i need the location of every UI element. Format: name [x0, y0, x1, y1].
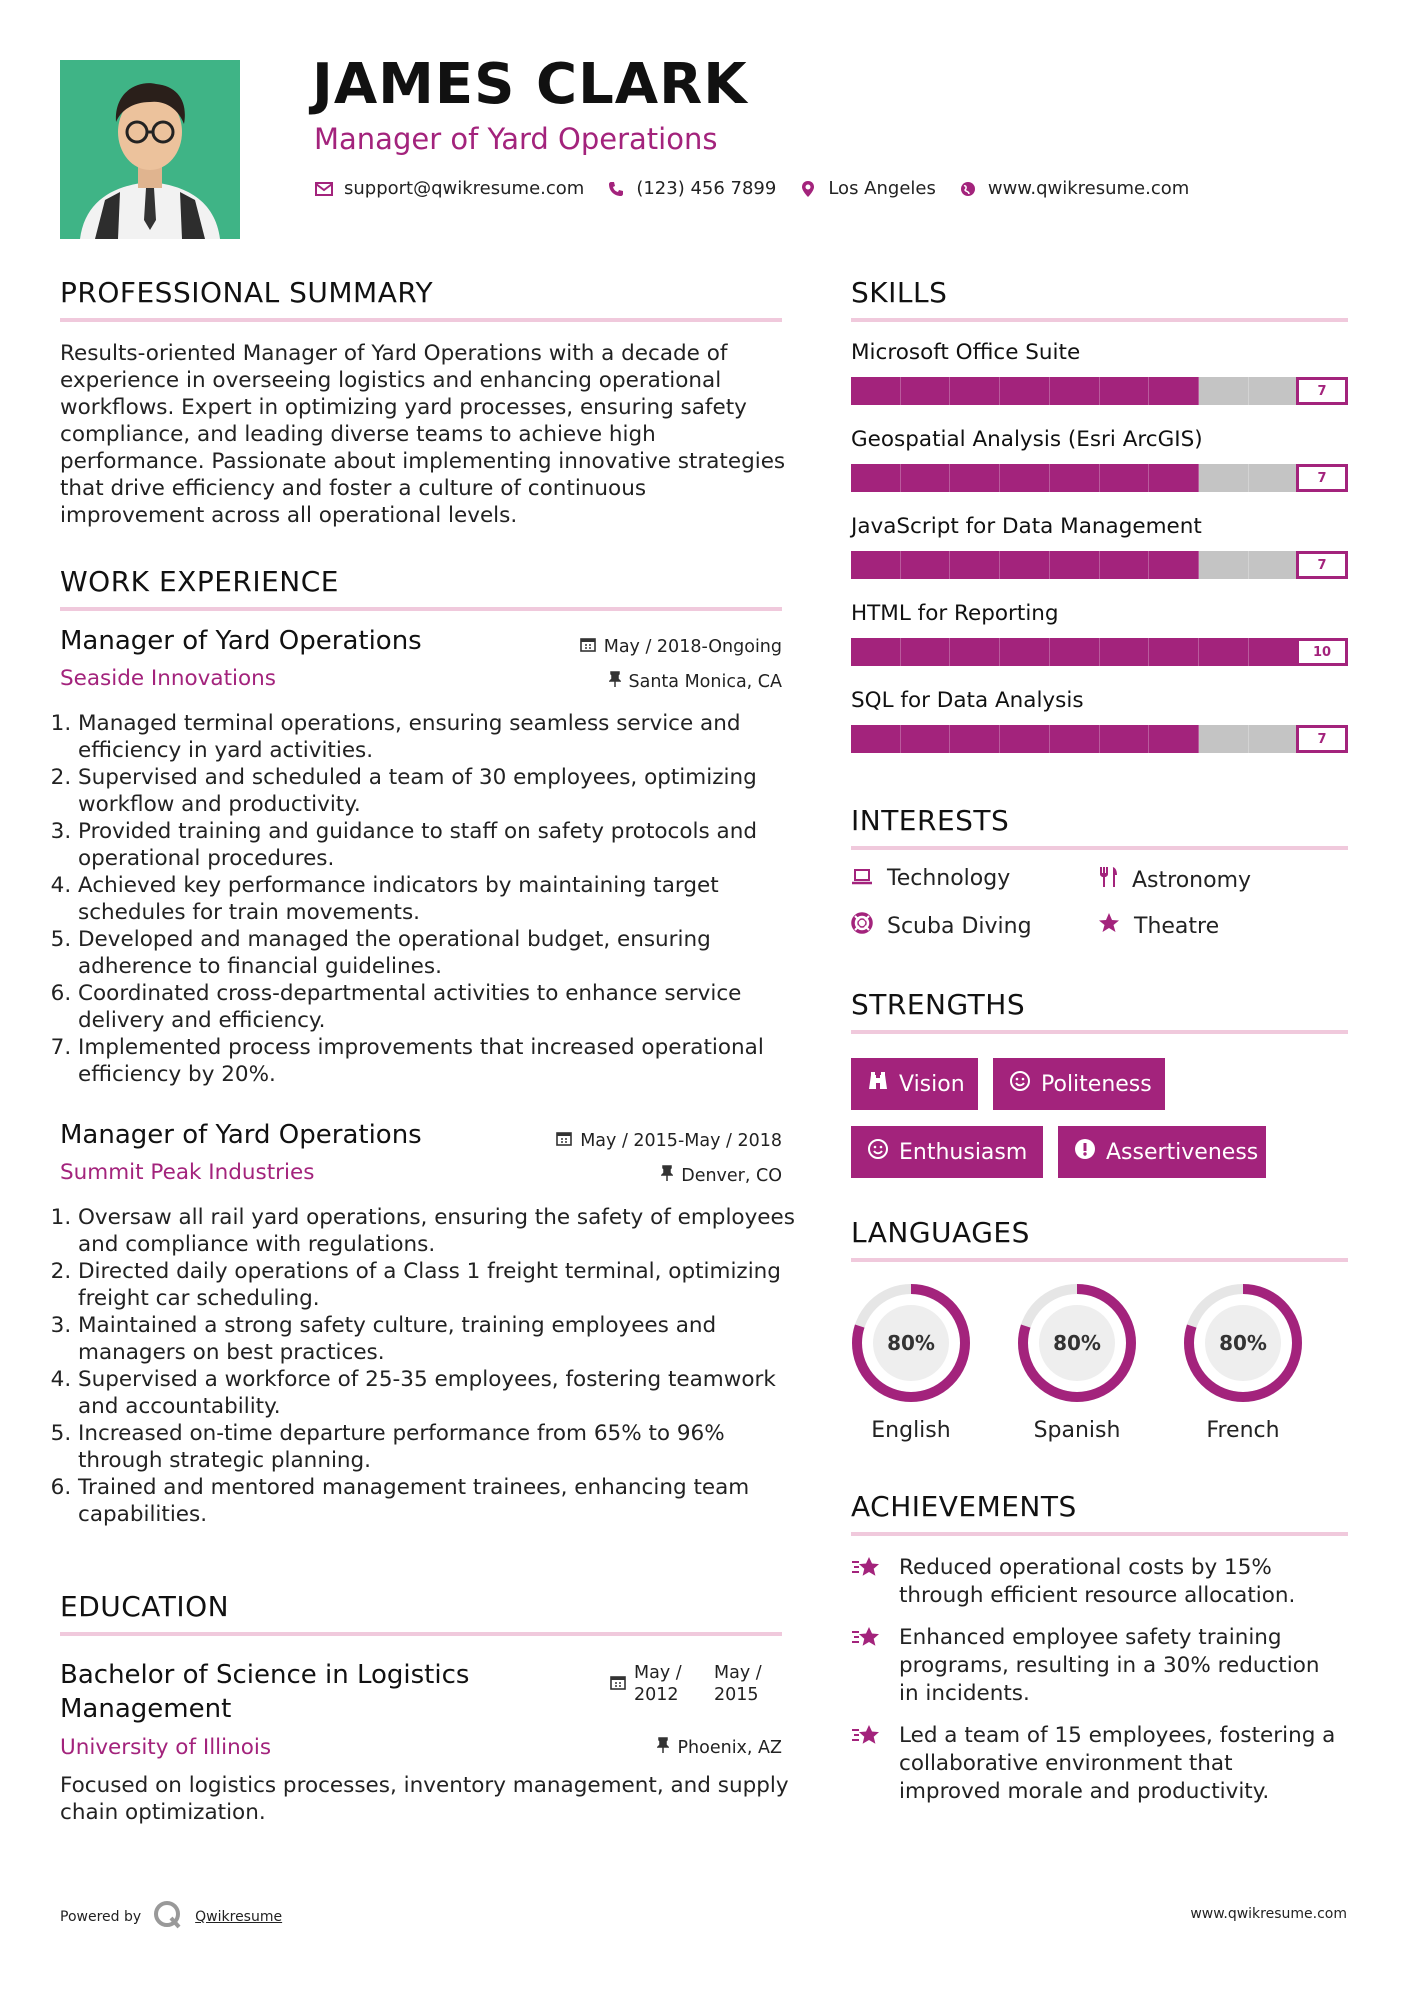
exclamation-icon	[1074, 1138, 1096, 1166]
skill-segment	[1100, 551, 1150, 579]
list-item: 1. Oversaw all rail yard operations, ensuring the safety of employees and compliance with regulations.	[78, 1204, 808, 1258]
strength-label: Assertiveness	[1106, 1139, 1259, 1165]
job-date	[556, 1130, 782, 1151]
contact-website[interactable]: www.qwikresume.com	[987, 178, 1190, 199]
calendar-icon	[610, 1674, 626, 1695]
skill-segment	[1249, 725, 1299, 753]
summary-rule	[60, 318, 782, 322]
summary-heading: PROFESSIONAL SUMMARY	[60, 276, 434, 309]
achievement-text: Led a team of 15 employees, fostering a collaborative environment that improved morale and productivity.	[899, 1723, 1336, 1804]
interest-label: Scuba Diving	[887, 913, 1032, 939]
language-ring	[1012, 1280, 1142, 1406]
strength-label: Politeness	[1041, 1071, 1152, 1097]
skill-level-bar	[851, 725, 1348, 753]
interest-label: Astronomy	[1132, 867, 1252, 893]
list-item: 5. Developed and managed the operational budget, ensuring adherence to financial guidelines.	[78, 926, 808, 980]
footer-branding	[60, 1900, 282, 1934]
skill-segment	[1149, 464, 1199, 492]
strengths-heading: STRENGTHS	[851, 988, 1026, 1021]
calendar-icon	[556, 1130, 572, 1151]
skill-segment	[1000, 377, 1050, 405]
education-description: Focused on logistics processes, inventory management, and supply chain optimization.	[60, 1773, 789, 1825]
list-item: 4. Achieved key performance indicators by maintaining target schedules for train movements.	[78, 872, 808, 926]
skill-segment	[1000, 725, 1050, 753]
skill-level-bar	[851, 551, 1348, 579]
skill-level-label: 10	[1296, 638, 1348, 666]
school-name: University of Illinois	[60, 1735, 272, 1760]
languages-list	[851, 1280, 1348, 1450]
languages-rule	[851, 1258, 1348, 1262]
skill-segment	[1100, 638, 1150, 666]
job-date-text: May / 2015-May / 2018	[580, 1130, 782, 1151]
skill-segment	[851, 638, 901, 666]
contact-phone[interactable]: (123) 456 7899	[636, 178, 777, 199]
job-title: Manager of Yard Operations	[60, 626, 422, 656]
job-company: Summit Peak Industries	[60, 1160, 315, 1185]
contact-email[interactable]: support@qwikresume.com	[344, 178, 585, 199]
job-location-text: Denver, CO	[681, 1165, 782, 1186]
skill-segment	[1199, 377, 1249, 405]
skill-segment	[1199, 551, 1249, 579]
profile-photo	[60, 60, 240, 239]
skill-name: Microsoft Office Suite	[851, 340, 1081, 365]
brand-link[interactable]: Qwikresume	[195, 1909, 283, 1925]
footer-website[interactable]: www.qwikresume.com	[1190, 1906, 1347, 1922]
skill-segment	[1199, 725, 1249, 753]
map-pin-icon	[798, 180, 818, 198]
skill-segment	[1100, 377, 1150, 405]
skill-segment	[851, 725, 901, 753]
skill-item	[851, 601, 1348, 666]
skill-segment	[950, 638, 1000, 666]
list-item: 2. Supervised and scheduled a team of 30 employees, optimizing workflow and productivity.	[78, 764, 808, 818]
experience-heading: WORK EXPERIENCE	[60, 565, 339, 598]
qwikresume-logo-icon	[153, 1900, 183, 1934]
job-responsibilities	[60, 710, 808, 1088]
candidate-title: Manager of Yard Operations	[314, 122, 718, 156]
interest-label: Technology	[887, 866, 1011, 891]
interest-item	[1098, 866, 1251, 894]
list-item: 4. Supervised a workforce of 25-35 employees, fostering teamwork and accountability.	[78, 1366, 808, 1420]
education-rule	[60, 1632, 782, 1636]
star-award-icon	[851, 1554, 881, 1610]
strength-badge	[1058, 1126, 1266, 1178]
skill-name: SQL for Data Analysis	[851, 688, 1084, 713]
skill-segment	[1000, 638, 1050, 666]
skill-segment	[950, 464, 1000, 492]
skill-segment	[1050, 464, 1100, 492]
skill-name: JavaScript for Data Management	[851, 514, 1202, 539]
job-location	[609, 671, 783, 692]
languages-heading: LANGUAGES	[851, 1216, 1030, 1249]
job-location	[661, 1165, 782, 1186]
strength-label: Enthusiasm	[899, 1139, 1028, 1165]
education-date	[610, 1662, 770, 1706]
skill-name: Geospatial Analysis (Esri ArcGIS)	[851, 427, 1203, 452]
skills-rule	[851, 318, 1348, 322]
list-item: 3. Maintained a strong safety culture, training employees and managers on best practices.	[78, 1312, 808, 1366]
pushpin-icon	[661, 1165, 673, 1186]
skill-segment	[1249, 551, 1299, 579]
achievement-item	[851, 1722, 1351, 1806]
summary-text: Results-oriented Manager of Yard Operations with a decade of experience in overseeing logistics and enhancing operational workflows. Expert in optimizing yard processes, ensuring safety compliance, and leading diverse teams to achieve high performance. Passionate about implementing innovative strategies that drive efficiency and foster a culture of continuous improvement across all operational levels.	[60, 341, 786, 528]
list-item: 6. Trained and mentored management trainees, enhancing team capabilities.	[78, 1474, 808, 1528]
job-title: Manager of Yard Operations	[60, 1120, 422, 1150]
skill-level-label: 7	[1296, 551, 1348, 579]
skill-segment	[1249, 638, 1299, 666]
list-item: 6. Coordinated cross-departmental activities to enhance service delivery and efficiency.	[78, 980, 808, 1034]
interest-item	[851, 912, 1032, 940]
language-ring	[1178, 1280, 1308, 1406]
laptop-icon	[851, 866, 873, 891]
language-item	[1012, 1280, 1142, 1443]
candidate-name: JAMES CLARK	[312, 52, 748, 117]
skills-heading: SKILLS	[851, 276, 948, 309]
smile-icon	[867, 1138, 889, 1166]
skill-segment	[1249, 464, 1299, 492]
binoculars-icon	[867, 1071, 889, 1097]
skill-segment	[1149, 725, 1199, 753]
skill-segment	[901, 377, 951, 405]
job-company: Seaside Innovations	[60, 666, 276, 691]
language-percent: 80%	[1053, 1331, 1101, 1355]
language-ring	[846, 1280, 976, 1406]
skill-segment	[1050, 551, 1100, 579]
skill-segment	[1000, 551, 1050, 579]
skill-segment	[950, 725, 1000, 753]
pushpin-icon	[657, 1737, 669, 1758]
education-date-start: May / 2012	[634, 1663, 682, 1705]
language-name: Spanish	[1033, 1418, 1121, 1443]
skill-level-bar	[851, 464, 1348, 492]
skill-segment	[1199, 464, 1249, 492]
skill-level-label: 7	[1296, 464, 1348, 492]
skill-segment	[1149, 377, 1199, 405]
list-item: 5. Increased on-time departure performance from 65% to 96% through strategic planning.	[78, 1420, 808, 1474]
interest-item	[1098, 912, 1219, 940]
list-item: 2. Directed daily operations of a Class 1 freight terminal, optimizing freight car scheduling.	[78, 1258, 808, 1312]
skill-segment	[1249, 377, 1299, 405]
skill-segment	[1100, 725, 1150, 753]
skill-segment	[1050, 725, 1100, 753]
language-item	[1178, 1280, 1308, 1443]
list-item: 3. Provided training and guidance to staff on safety protocols and operational procedures.	[78, 818, 808, 872]
phone-icon	[606, 181, 626, 197]
star-icon	[1098, 912, 1120, 940]
skill-item	[851, 688, 1348, 753]
calendar-icon	[580, 636, 596, 657]
list-item: 1. Managed terminal operations, ensuring seamless service and efficiency in yard activities.	[78, 710, 808, 764]
skill-item	[851, 340, 1348, 405]
skill-segment	[901, 725, 951, 753]
skill-segment	[1000, 464, 1050, 492]
language-percent: 80%	[887, 1331, 935, 1355]
achievement-text: Enhanced employee safety training programs, resulting in a 30% reduction in incidents.	[899, 1625, 1320, 1706]
powered-by-label: Powered by	[60, 1909, 142, 1925]
skill-segment	[901, 638, 951, 666]
language-name: English	[871, 1418, 951, 1443]
education-location-text: Phoenix, AZ	[677, 1737, 782, 1758]
degree-title: Bachelor of Science in Logistics Management	[60, 1660, 470, 1724]
experience-rule	[60, 607, 782, 611]
strengths-rule	[851, 1030, 1348, 1034]
lifebuoy-icon	[851, 912, 873, 940]
strength-badge	[851, 1126, 1043, 1178]
skill-segment	[1149, 551, 1199, 579]
language-item	[846, 1280, 976, 1443]
skill-segment	[1149, 638, 1199, 666]
list-item: 7. Implemented process improvements that increased operational efficiency by 20%.	[78, 1034, 808, 1088]
contact-bar	[314, 178, 1211, 199]
education-location	[657, 1737, 782, 1758]
achievements-rule	[851, 1532, 1348, 1536]
language-percent: 80%	[1219, 1331, 1267, 1355]
language-name: French	[1206, 1418, 1280, 1443]
achievement-item	[851, 1554, 1351, 1610]
skill-segment	[901, 464, 951, 492]
skill-item	[851, 514, 1348, 579]
skill-level-bar	[851, 638, 1348, 666]
interest-item	[851, 866, 1010, 891]
achievement-text: Reduced operational costs by 15% through efficient resource allocation.	[899, 1555, 1296, 1608]
job-date-text: May / 2018-Ongoing	[603, 636, 782, 657]
interest-label: Theatre	[1134, 913, 1220, 939]
job-date	[580, 636, 782, 657]
contact-location: Los Angeles	[828, 178, 936, 199]
star-award-icon	[851, 1722, 881, 1806]
skill-segment	[1050, 638, 1100, 666]
skill-segment	[950, 551, 1000, 579]
skill-segment	[851, 377, 901, 405]
skill-segment	[851, 551, 901, 579]
skill-segment	[901, 551, 951, 579]
skill-item	[851, 427, 1348, 492]
skill-level-label: 7	[1296, 377, 1348, 405]
globe-icon	[958, 181, 978, 197]
utensils-icon	[1098, 866, 1118, 894]
smile-icon	[1009, 1070, 1031, 1098]
interests-rule	[851, 846, 1348, 850]
avatar	[60, 60, 240, 239]
skill-segment	[950, 377, 1000, 405]
envelope-icon	[314, 182, 334, 196]
education-heading: EDUCATION	[60, 1590, 230, 1623]
strength-label: Vision	[899, 1071, 965, 1097]
star-award-icon	[851, 1624, 881, 1708]
pushpin-icon	[609, 671, 621, 692]
skill-name: HTML for Reporting	[851, 601, 1059, 626]
education-date-end: May / 2015	[714, 1663, 762, 1705]
job-responsibilities	[60, 1204, 808, 1528]
skill-segment	[851, 464, 901, 492]
strength-badge	[993, 1058, 1165, 1110]
skill-segment	[1100, 464, 1150, 492]
skill-segment	[1199, 638, 1249, 666]
job-location-text: Santa Monica, CA	[628, 671, 782, 692]
interests-heading: INTERESTS	[851, 804, 1010, 837]
achievement-item	[851, 1624, 1351, 1708]
strength-badge	[851, 1058, 978, 1110]
skill-level-label: 7	[1296, 725, 1348, 753]
achievements-heading: ACHIEVEMENTS	[851, 1490, 1077, 1523]
skill-segment	[1050, 377, 1100, 405]
skill-level-bar	[851, 377, 1348, 405]
